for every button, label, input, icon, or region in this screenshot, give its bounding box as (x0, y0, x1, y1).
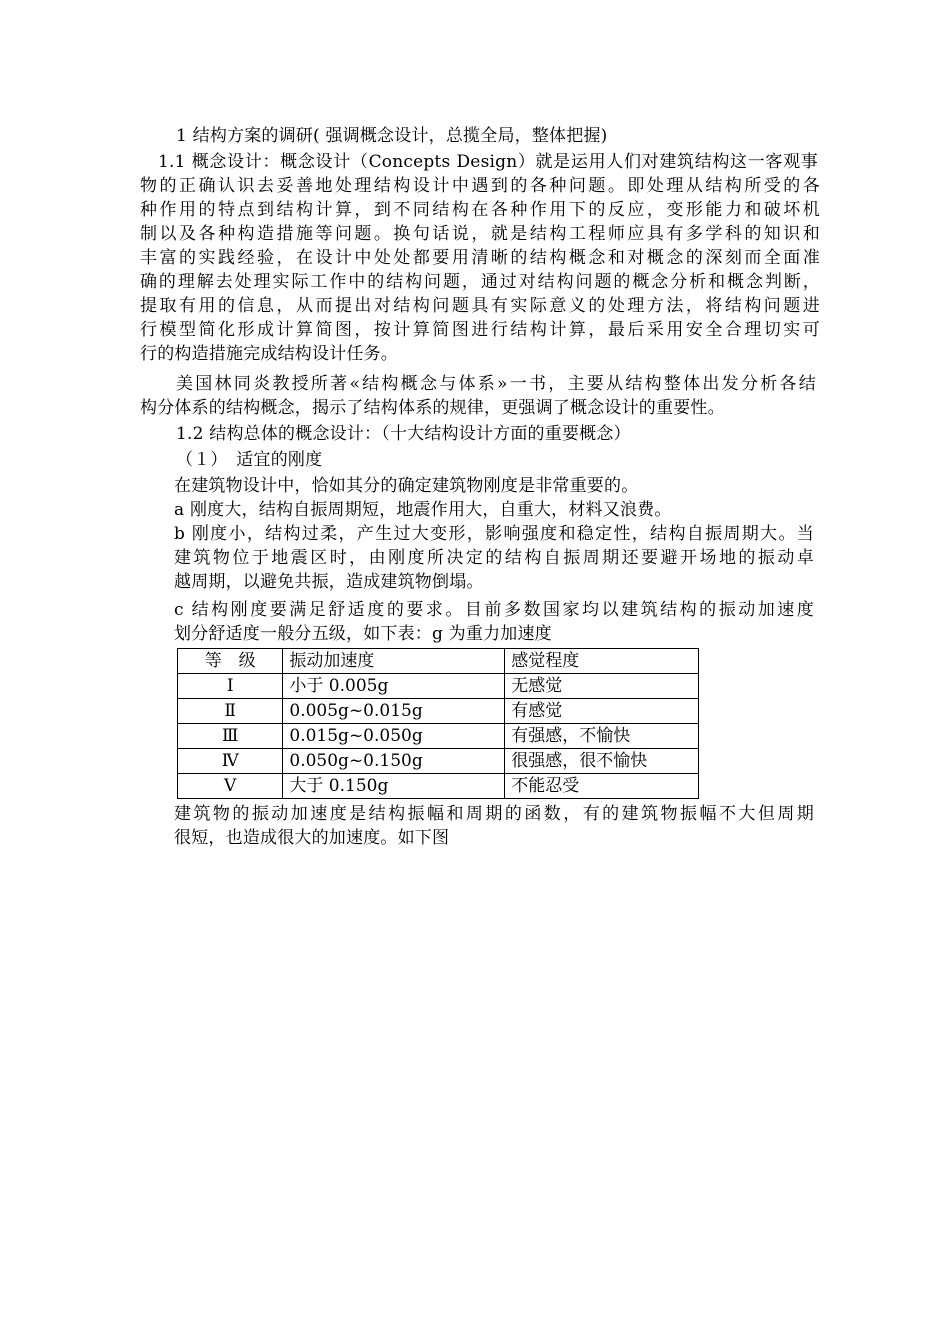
table-cell: 0.050g~0.150g (283, 749, 505, 774)
table-cell: Ⅳ (178, 749, 283, 774)
section-1-1-line: 种作用的特点到结构计算，到不同结构在各种作用下的反应，变形能力和破坏机 (140, 200, 820, 220)
point-b-line: 越周期，以避免共振，造成建筑物倒塌。 (174, 572, 484, 592)
table-cell: 小于 0.005g (283, 674, 505, 699)
table-cell: 不能忍受 (505, 774, 699, 799)
section-1-1-line: 物的正确认识去妥善地处理结构设计中遇到的各种问题。即处理从结构所受的各 (140, 176, 820, 196)
lin-paragraph-line: 美国林同炎教授所著«结构概念与体系»一书，主要从结构整体出发分析各结 (176, 374, 816, 394)
closing-line: 很短，也造成很大的加速度。如下图 (174, 828, 450, 848)
lin-paragraph-line: 构分体系的结构概念，揭示了结构体系的规律，更强调了概念设计的重要性。 (140, 398, 725, 418)
table-header-cell: 等 级 (178, 649, 283, 674)
table-header-cell: 感觉程度 (505, 649, 699, 674)
point-c-line: c 结构刚度要满足舒适度的要求。目前多数国家均以建筑结构的振动加速度 (174, 600, 814, 620)
table-row (178, 749, 699, 774)
table-cell: 很强感，很不愉快 (505, 749, 699, 774)
table-cell: Ⅴ (178, 774, 283, 799)
section-1-2-heading: 1.2 结构总体的概念设计：（十大结构设计方面的重要概念） (176, 424, 631, 444)
table-cell: 无感觉 (505, 674, 699, 699)
section-1-1-line: 1.1 概念设计：概念设计（Concepts Design）就是运用人们对建筑结构这一客观事 (158, 152, 818, 172)
table-cell: 0.015g~0.050g (283, 724, 505, 749)
point-b-line: 建筑物位于地震区时，由刚度所决定的结构自振周期还要避开场地的振动卓 (174, 548, 814, 568)
section-1-1-line: 提取有用的信息，从而提出对结构问题具有实际意义的处理方法，将结构问题进 (140, 296, 820, 316)
table-cell: Ⅲ (178, 724, 283, 749)
section-1-1-line: 行模型简化形成计算简图，按计算简图进行结构计算，最后采用安全合理切实可 (140, 320, 820, 340)
table-cell: 0.005g~0.015g (283, 699, 505, 724)
point-b-line: b 刚度小，结构过柔，产生过大变形，影响强度和稳定性，结构自振周期大。当 (174, 524, 814, 544)
item-1-heading: （１） 适宜的刚度 (176, 450, 323, 470)
point-c-line: 划分舒适度一般分五级，如下表：g 为重力加速度 (174, 624, 552, 644)
point-a: a 刚度大，结构自振周期短，地震作用大，自重大，材料又浪费。 (174, 500, 672, 520)
table-header-cell: 振动加速度 (283, 649, 505, 674)
table-cell: 有感觉 (505, 699, 699, 724)
table-row (178, 774, 699, 799)
section-1-1-line: 制以及各种构造措施等问题。换句话说，就是结构工程师应具有多学科的知识和 (140, 224, 820, 244)
table-header-row (178, 649, 699, 674)
table-cell: 大于 0.150g (283, 774, 505, 799)
table-cell: Ⅰ (178, 674, 283, 699)
table-row (178, 699, 699, 724)
stiffness-intro: 在建筑物设计中，恰如其分的确定建筑物刚度是非常重要的。 (174, 476, 639, 496)
table-row (178, 724, 699, 749)
heading: 1 结构方案的调研( 强调概念设计，总揽全局，整体把握) (176, 126, 608, 146)
closing-line: 建筑物的振动加速度是结构振幅和周期的函数，有的建筑物振幅不大但周期 (174, 804, 814, 824)
table-cell: Ⅱ (178, 699, 283, 724)
table-row (178, 674, 699, 699)
section-1-1-line: 行的构造措施完成结构设计任务。 (140, 344, 398, 364)
section-1-1-line: 丰富的实践经验，在设计中处处都要用清晰的结构概念和对概念的深刻而全面准 (140, 248, 820, 268)
table-cell: 有强感，不愉快 (505, 724, 699, 749)
comfort-grade-table (177, 648, 699, 799)
section-1-1-line: 确的理解去处理实际工作中的结构问题，通过对结构问题的概念分析和概念判断， (140, 272, 820, 292)
